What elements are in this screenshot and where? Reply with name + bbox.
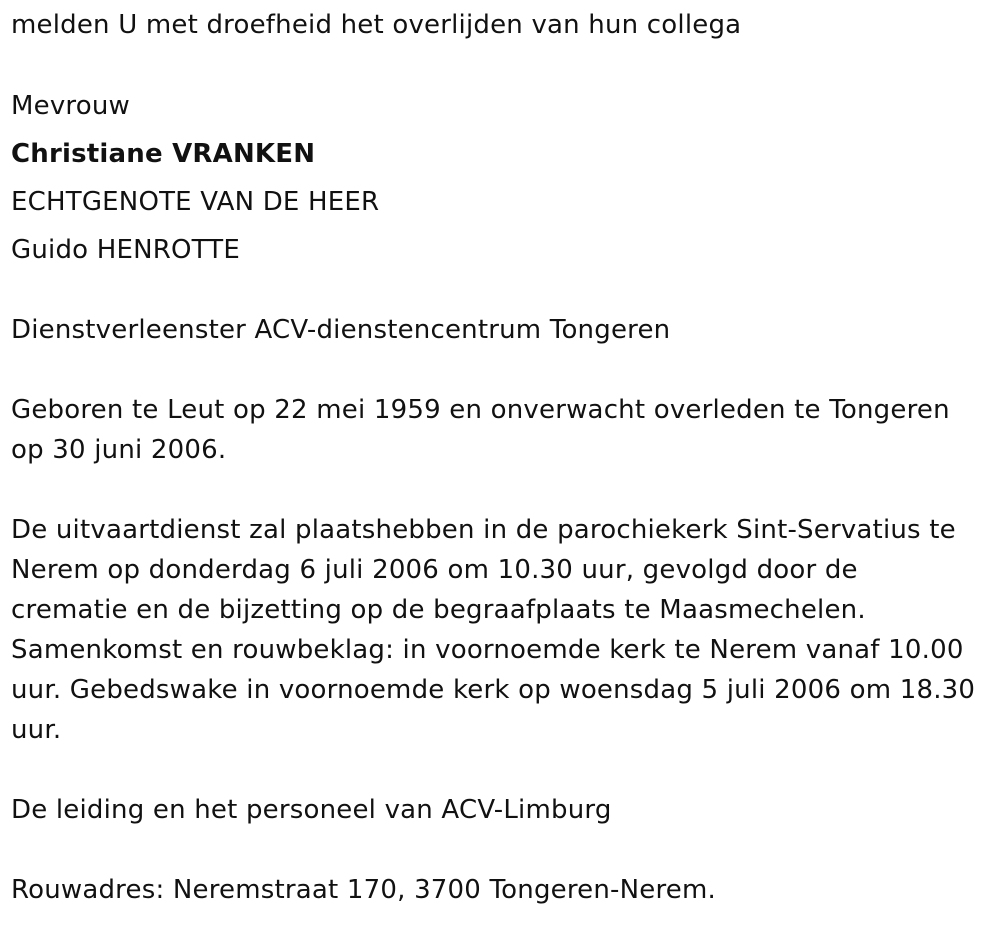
funeral-line: crematie en de bijzetting op de begraafplaats te Maasmechelen. <box>11 595 866 625</box>
funeral-line: Nerem op donderdag 6 juli 2006 om 10.30 uur, gevolgd door de <box>11 555 858 585</box>
funeral-line: uur. Gebedswake in voornoemde kerk op woensdag 5 juli 2006 om 18.30 <box>11 675 976 705</box>
birth-death-line: op 30 juni 2006. <box>11 435 227 465</box>
mourning-address: Rouwadres: Neremstraat 170, 3700 Tongeren-Nerem. <box>11 875 716 905</box>
deceased-name: Christiane VRANKEN <box>11 139 316 169</box>
funeral-line: uur. <box>11 715 62 745</box>
funeral-line: Samenkomst en rouwbeklag: in voornoemde kerk te Nerem vanaf 10.00 <box>11 635 964 665</box>
signatories: De leiding en het personeel van ACV-Limburg <box>11 795 612 825</box>
intro-text: melden U met droefheid het overlijden van hun collega <box>11 10 742 40</box>
birth-death-line: Geboren te Leut op 22 mei 1959 en onverwacht overleden te Tongeren <box>11 395 950 425</box>
spouse-name: Guido HENROTTE <box>11 235 241 265</box>
salutation: Mevrouw <box>11 91 130 121</box>
spouse-label: ECHTGENOTE VAN DE HEER <box>11 187 380 217</box>
funeral-line: De uitvaartdienst zal plaatshebben in de parochiekerk Sint-Servatius te <box>11 515 956 545</box>
occupation: Dienstverleenster ACV-dienstencentrum Tongeren <box>11 315 671 345</box>
